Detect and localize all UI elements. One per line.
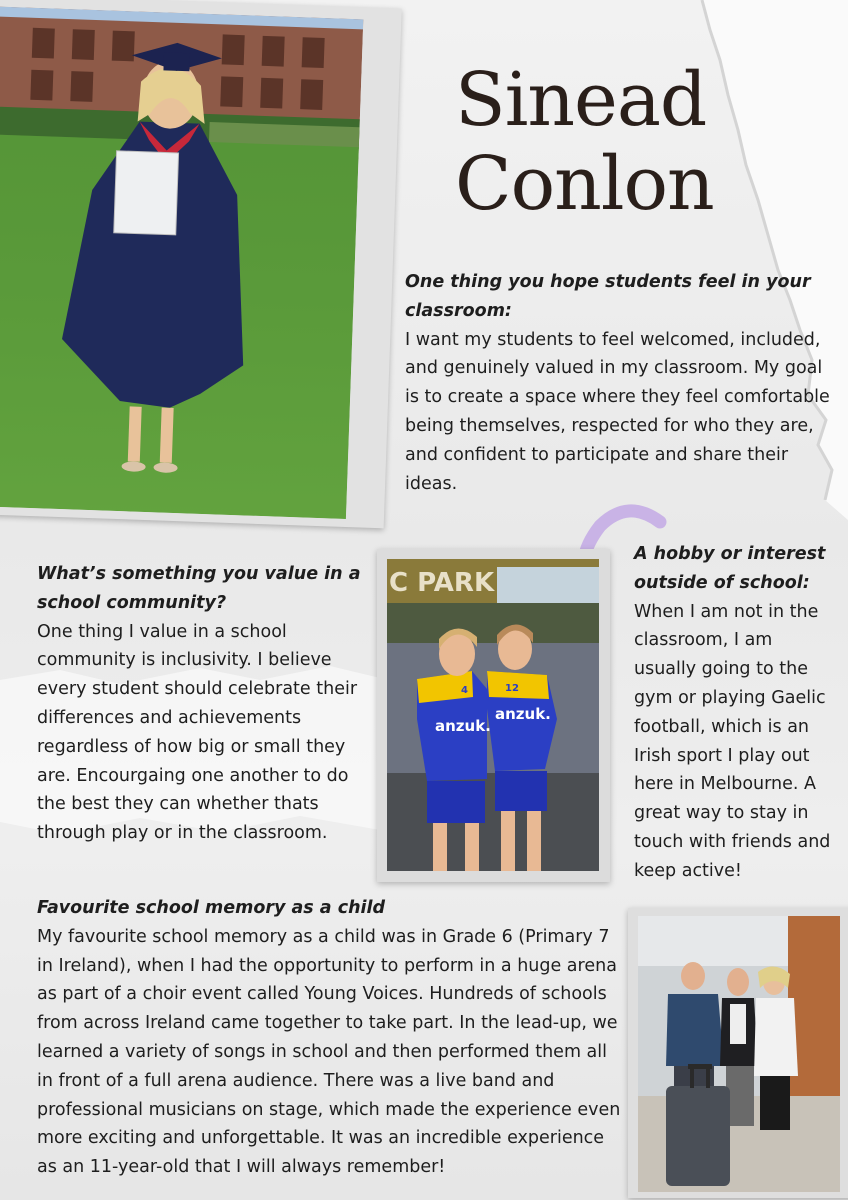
- jersey-brand-left: anzuk.: [435, 717, 491, 735]
- hobby-section: [634, 540, 834, 886]
- classroom-answer: I want my students to feel welcomed, included, and genuinely valued in my classroom. My goal is to create a space where they feel comfortable being themselves, respected for who they are, and confident to participate and share their ideas.: [405, 329, 830, 494]
- last-name: Conlon: [455, 141, 714, 227]
- football-photo: [377, 549, 610, 882]
- jersey-number-right: 12: [505, 683, 519, 694]
- football-photo-image: [387, 559, 599, 871]
- memory-answer: My favourite school memory as a child was in Grade 6 (Primary 7 in Ireland), when I had the opportunity to perform in a huge arena as part of a choir event called Young Voices. Hundreds of schools from across Ireland came together to take part. In the lead-up, we learned a variety of songs in school and then performed them all in front of a full arena audience. There was a live band and professional musicians on stage, which made the experience even more exciting and unforgettable. It was an incredible experience as an 11-year-old that I will always remember!: [37, 926, 621, 1178]
- hobby-question: A hobby or interest outside of school:: [634, 544, 826, 593]
- classroom-question: One thing you hope students feel in your classroom:: [405, 272, 811, 321]
- community-answer: One thing I value in a school community is inclusivity. I believe every student should celebrate their differences and achievements regardless of how big or small they are. Encourgaing one another to do the best they can whether thats through play or in the classroom.: [37, 621, 358, 844]
- hobby-answer: When I am not in the classroom, I am usually going to the gym or playing Gaelic football, which is an Irish sport I play out here in Melbourne. A great way to stay in touch with friends and keep active!: [634, 601, 831, 881]
- community-question: What’s something you value in a school community?: [37, 564, 361, 613]
- memory-section: [37, 894, 622, 1182]
- first-name: Sinead: [455, 57, 707, 143]
- classroom-section: [405, 268, 830, 498]
- graduation-photo-image: [0, 6, 363, 519]
- memory-question: Favourite school memory as a child: [37, 898, 386, 918]
- stadium-sign-text: C PARK: [389, 568, 495, 598]
- jersey-number-left: 4: [461, 685, 468, 696]
- airport-photo-image: [638, 916, 840, 1192]
- jersey-brand-right: anzuk.: [495, 705, 551, 723]
- person-name: [455, 58, 714, 226]
- graduation-photo: [0, 0, 402, 528]
- community-section: [37, 560, 377, 848]
- airport-photo: [628, 908, 848, 1198]
